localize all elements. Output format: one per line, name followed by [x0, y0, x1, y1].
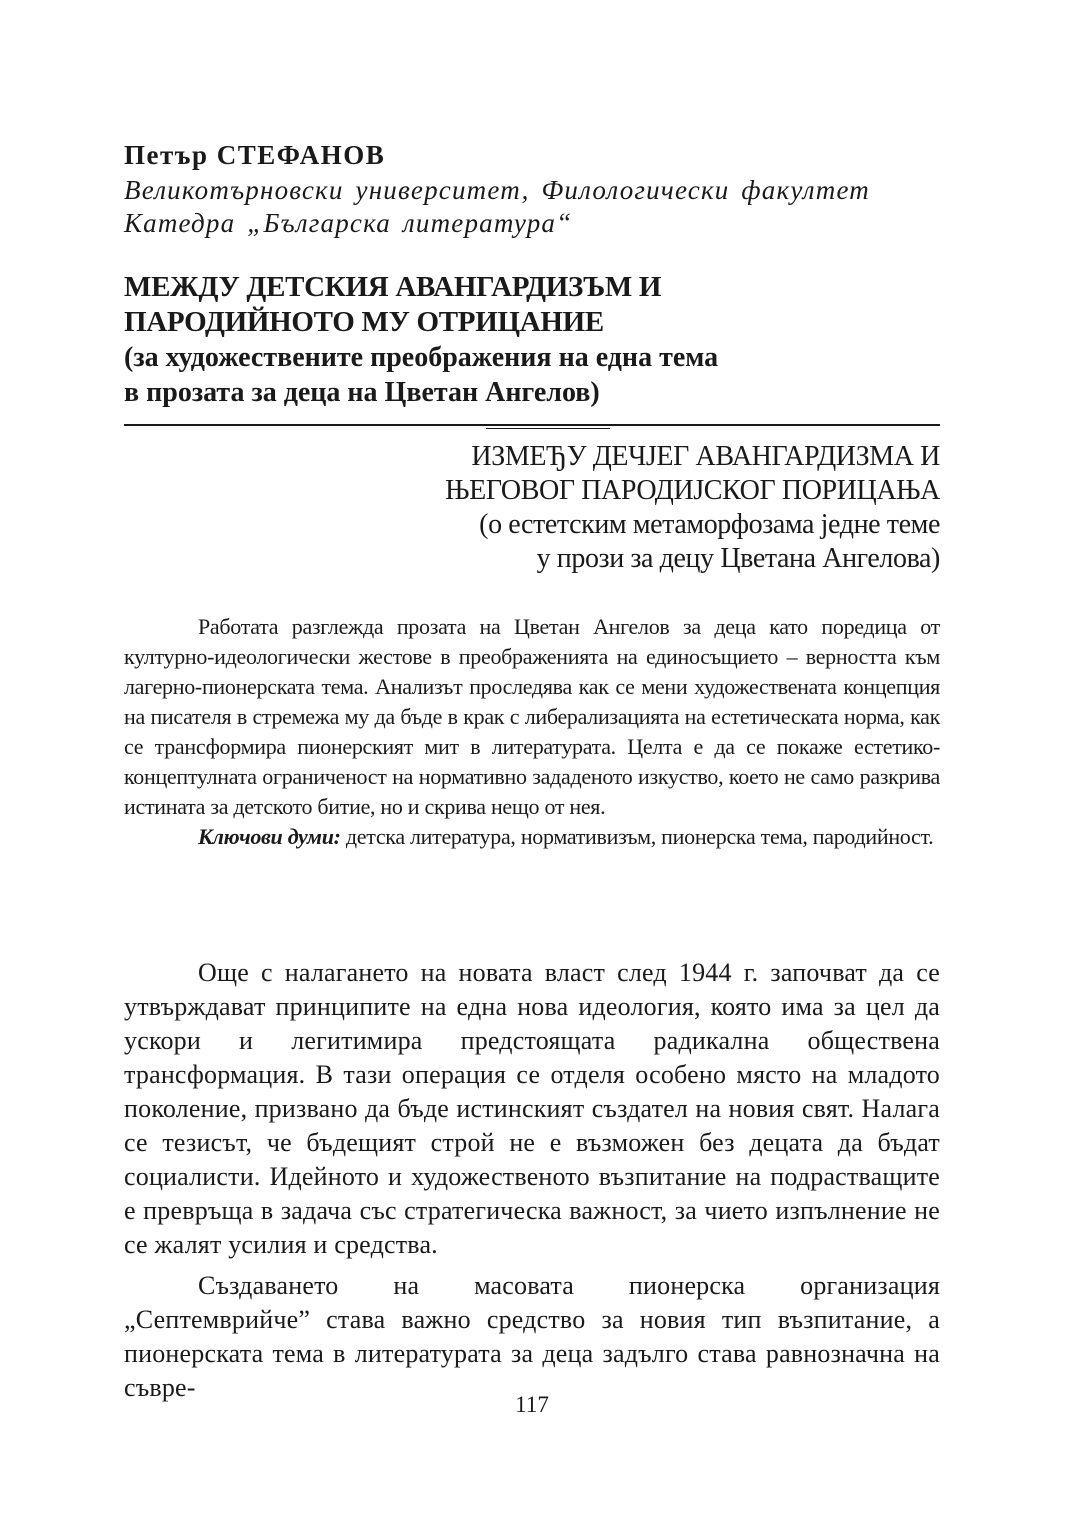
title-divider-accent — [486, 428, 610, 429]
article-title — [124, 270, 940, 410]
serbian-title-line: ЊЕГОВОГ ПАРОДИЈСКОГ ПОРИЦАЊА — [445, 475, 940, 506]
author-affiliation-university: Великотърновски университет, Филологически факултет — [124, 175, 870, 205]
abstract-text: Работата разглежда прозата на Цветан Ангелов за деца като поредица от културно-идеологически жестове в преображенията на единосъщието – верността към лагерно-пионерската тема. Анализът проследява как се мени художествената концепция на писателя в стремежа му да бъде в крак с либерализацията на естетическата норма, как се трансформира пионерският мит в литературата. Целта е да се покаже естетико-концептулната ограниченост на нормативно зададеното изкуство, което не само разкрива истината за детското битие, но и скрива нещо от нея. — [124, 614, 940, 819]
keywords — [124, 822, 940, 852]
article-subtitle-line: в прозата за деца на Цветан Ангелов) — [124, 377, 600, 408]
title-divider — [124, 424, 940, 426]
page-number: 117 — [515, 1392, 549, 1417]
serbian-subtitle-line: у прози за децу Цветана Ангелова) — [536, 543, 940, 574]
keywords-label: Ключови думи: — [198, 824, 341, 849]
article-title-line: ПАРОДИЙНОТО МУ ОТРИЦАНИЕ — [124, 306, 604, 338]
article-title-line: МЕЖДУ ДЕТСКИЯ АВАНГАРДИЗЪМ И — [124, 271, 662, 303]
author-name: Петър СТЕФАНОВ — [124, 140, 386, 170]
keywords-list: детска литература, нормативизъм, пионерска тема, пародийност. — [345, 824, 934, 849]
serbian-title-line: ИЗМЕЂУ ДЕЧЈЕГ АВАНГАРДИЗМА И — [471, 441, 940, 472]
article-body — [124, 956, 940, 1412]
journal-page — [124, 0, 940, 1530]
serbian-title — [124, 440, 940, 576]
body-paragraph: Създаването на масовата пионерска организация „Септемврийче” става важно средство за новия тип възпитание, а пионерската тема в литературата за деца задълго става равнозначна на съвре- — [124, 1271, 940, 1402]
article-subtitle-line: (за художествените преображения на една тема — [124, 342, 719, 373]
author-affiliation-department: Катедра „Българска литература“ — [124, 208, 573, 238]
body-paragraph: Още с налагането на новата власт след 1944 г. започват да се утвърждават принципите на една нова идеология, която има за цел да ускори и легитимира предстоящата радикална обществена трансформация. В тази операция се отделя особено място на младото поколение, призвано да бъде истинският създател на новия свят. Налага се тезисът, че бъдещият строй не е възможен без децата да бъдат социалисти. Идейното и художественото възпитание на подрастващите е превръща в задача със стратегическа важност, за чието изпълнение не се жалят усилия и средства. — [124, 958, 940, 1259]
abstract — [124, 612, 940, 852]
serbian-subtitle-line: (о естетским метаморфозама једне теме — [479, 509, 940, 540]
